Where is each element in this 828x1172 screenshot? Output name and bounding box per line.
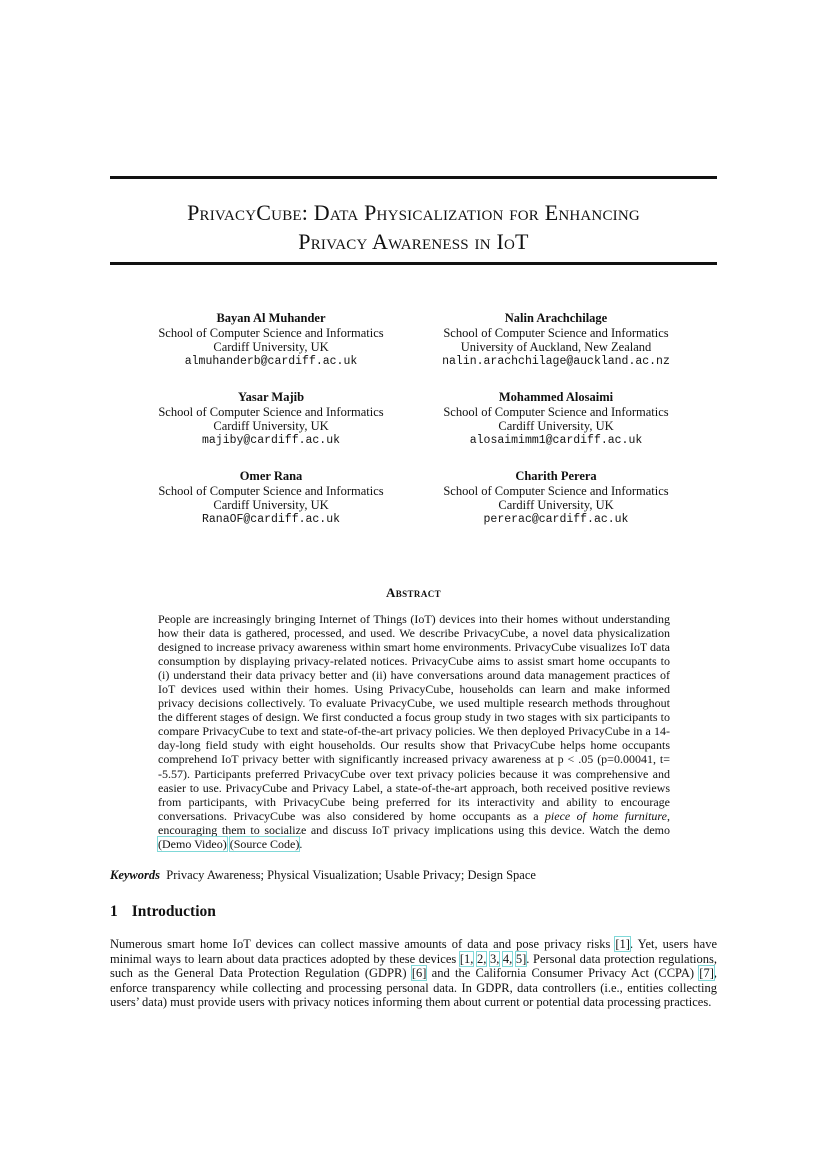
intro-text: . Personal data protection regulations, such as the General Data Protection Regulation (GDPR): [110, 951, 718, 981]
author-2: [411, 311, 701, 369]
author-3: [126, 390, 416, 448]
citation-link[interactable]: 4,: [502, 951, 513, 966]
abstract-heading: Abstract: [385, 585, 442, 600]
section-number: 1: [110, 903, 118, 920]
author-department: School of Computer Science and Informatics: [158, 483, 384, 498]
title-line-1: PrivacyCube: Data Physicalization for Enhancing: [187, 200, 640, 225]
demo-video-link[interactable]: (Demo Video): [158, 836, 227, 851]
author-department: School of Computer Science and Informatics: [158, 404, 384, 419]
author-name: Nalin Arachchilage: [504, 311, 608, 325]
author-5: [126, 469, 416, 527]
author-email: majiby@cardiff.ac.uk: [201, 433, 341, 447]
abstract-tail: , encouraging them to socialize and discuss IoT privacy implications using this device. Watch the demo: [158, 808, 670, 837]
citation-link[interactable]: [6]: [411, 966, 427, 981]
abstract-body: [158, 612, 670, 851]
author-department: School of Computer Science and Informatics: [443, 404, 669, 419]
author-email: almuhanderb@cardiff.ac.uk: [184, 354, 358, 368]
section-title: Introduction: [131, 903, 216, 920]
keywords-line: [110, 868, 717, 883]
citation-link[interactable]: [7]: [699, 966, 714, 981]
author-6: [411, 469, 701, 527]
author-affiliation: University of Auckland, New Zealand: [460, 340, 652, 354]
author-affiliation: Cardiff University, UK: [498, 419, 614, 433]
abstract-end: .: [299, 836, 303, 851]
author-name: Yasar Majib: [237, 390, 305, 404]
author-1: [126, 311, 416, 369]
title-top-rule: [110, 176, 717, 179]
abstract-text: People are increasingly bringing Internet of Things (IoT) devices into their homes without understanding how their data is gathered, processed, and used. We describe PrivacyCube, a novel data physicalization designed to increase privacy awareness within smart home environments. PrivacyCube visualizes IoT data consumption by displaying privacy-related notices. PrivacyCube aims to assist smart home occupants to (i) understand their data privacy better and (ii) have conversations around data management practices of IoT devices used within their homes. Using PrivacyCube, households can learn and make informed privacy decisions collectively. To evaluate PrivacyCube, we used multiple research methods throughout the different stages of design. We first conducted a focus group study in two stages with six participants to compare PrivacyCube to text and state-of-the-art privacy policies. We then deployed PrivacyCube in a 14-day-long field study with eight households. Our results show that PrivacyCube helps home occupants comprehend IoT privacy better with significantly increased privacy awareness at p < .05 (p=0.00041, t= -5.57). Participants preferred PrivacyCube over text privacy policies because it was comprehensive and easier to use. PrivacyCube and Privacy Label, a state-of-the-art approach, both received positive reviews from participants, with PrivacyCube being preferred for its interactivity and ability to encourage conversations. PrivacyCube was also considered by home occupants as a: [158, 612, 670, 823]
source-code-link[interactable]: (Source Code): [229, 836, 300, 851]
intro-text: , enforce transparency while collecting and processing personal data. In GDPR, data controllers (i.e., entities collecting users’ data) must provide users with privacy notices informing them about current or potential data processing practices.: [110, 966, 717, 1010]
title-bottom-rule: [110, 262, 717, 265]
author-4: [411, 390, 701, 448]
intro-text: and the California Consumer Privacy Act (CCPA): [426, 966, 700, 981]
author-email: pererac@cardiff.ac.uk: [483, 512, 629, 526]
citation-link[interactable]: 3,: [489, 951, 500, 966]
author-affiliation: Cardiff University, UK: [213, 419, 329, 433]
abstract-italic-phrase: piece of home furniture: [544, 808, 667, 823]
citation-link[interactable]: [1,: [459, 951, 474, 966]
author-department: School of Computer Science and Informatics: [158, 325, 384, 340]
author-affiliation: Cardiff University, UK: [213, 498, 329, 512]
citation-link[interactable]: [1]: [615, 937, 630, 951]
keywords-text: Privacy Awareness; Physical Visualization; Usable Privacy; Design Space: [166, 868, 536, 882]
title-line-2: Privacy Awareness in IoT: [298, 229, 529, 254]
author-department: School of Computer Science and Informatics: [443, 325, 669, 340]
author-name: Charith Perera: [515, 469, 597, 483]
author-name: Bayan Al Muhander: [216, 311, 326, 325]
author-affiliation: Cardiff University, UK: [213, 340, 329, 354]
introduction-paragraph: [110, 937, 717, 1010]
author-block: [110, 311, 717, 531]
paper-title: [110, 198, 717, 256]
author-email: RanaOF@cardiff.ac.uk: [201, 512, 341, 526]
author-email: nalin.arachchilage@auckland.ac.nz: [442, 354, 670, 368]
section-heading-introduction: [110, 903, 216, 921]
citation-link[interactable]: 2,: [476, 951, 487, 966]
author-affiliation: Cardiff University, UK: [498, 498, 614, 512]
author-department: School of Computer Science and Informatics: [443, 483, 669, 498]
author-name: Mohammed Alosaimi: [498, 390, 614, 404]
intro-text: Numerous smart home IoT devices can collect massive amounts of data and pose privacy risks: [110, 937, 616, 951]
author-email: alosaimimm1@cardiff.ac.uk: [469, 433, 643, 447]
keywords-label: Keywords: [110, 868, 160, 882]
citation-link[interactable]: 5]: [515, 951, 527, 966]
intro-text: . Yet, users have minimal ways to learn about data practices adopted by these devices: [110, 937, 717, 966]
author-name: Omer Rana: [239, 469, 303, 483]
